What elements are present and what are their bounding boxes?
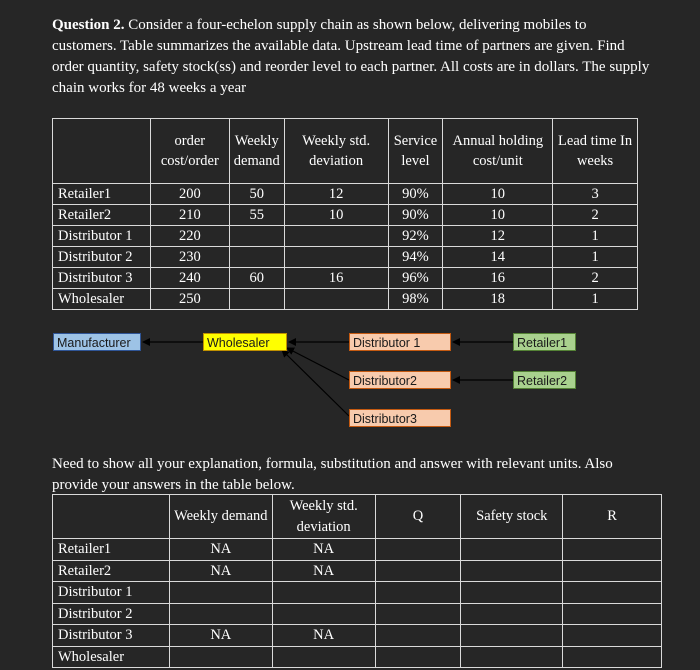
table-cell: NA <box>169 625 272 647</box>
table-cell <box>272 582 375 604</box>
node-wholesaler: Wholesaler <box>203 333 287 351</box>
node-distributor-1: Distributor 1 <box>349 333 451 351</box>
table-cell <box>375 539 461 561</box>
data-table-header: order cost/order <box>150 119 229 184</box>
table-cell: 16 <box>443 268 553 289</box>
table-cell <box>563 603 662 625</box>
table-cell: Distributor 1 <box>53 582 170 604</box>
table-cell: 50 <box>229 184 284 205</box>
table-cell: 55 <box>229 205 284 226</box>
question-body: Consider a four-echelon supply chain as shown below, delivering mobiles to customers. Table summarizes the available data. Upstream lead time of partners are given. Find order quantity, safety stock(ss) and reorder level to each partner. All costs are in dollars. The supply chain works for 48 weeks a year <box>52 17 650 96</box>
table-cell <box>461 603 563 625</box>
node-retailer-2: Retailer2 <box>513 371 576 389</box>
table-cell: NA <box>272 560 375 582</box>
table-cell <box>563 539 662 561</box>
table-cell: 10 <box>443 184 553 205</box>
table-row <box>53 646 662 668</box>
table-row <box>53 582 662 604</box>
table-cell <box>169 646 272 668</box>
table-cell <box>461 539 563 561</box>
table-cell: Retailer1 <box>53 184 151 205</box>
table-cell <box>375 582 461 604</box>
question-number: Question 2. <box>52 17 125 33</box>
answer-table-header: Weekly demand <box>169 495 272 539</box>
table-row <box>53 560 662 582</box>
node-distributor-3: Distributor3 <box>349 409 451 427</box>
table-cell: Retailer1 <box>53 539 170 561</box>
table-cell: Distributor 2 <box>53 247 151 268</box>
answer-table-header: Safety stock <box>461 495 563 539</box>
table-cell: 210 <box>150 205 229 226</box>
table-cell: Wholesaler <box>53 646 170 668</box>
table-cell: 10 <box>443 205 553 226</box>
table-cell: 220 <box>150 226 229 247</box>
table-cell: Wholesaler <box>53 289 151 310</box>
node-manufacturer: Manufacturer <box>53 333 141 351</box>
table-cell <box>461 646 563 668</box>
data-table-header: Annual holding cost/unit <box>443 119 553 184</box>
table-cell: 3 <box>553 184 638 205</box>
table-cell <box>375 560 461 582</box>
answer-table <box>52 494 662 668</box>
table-cell <box>563 560 662 582</box>
arrow-distributor3-to-wholesaler <box>282 350 349 416</box>
answer-table-header: Q <box>375 495 461 539</box>
table-cell <box>169 582 272 604</box>
table-cell <box>375 603 461 625</box>
table-cell: 96% <box>388 268 443 289</box>
data-table-header: Weekly std. deviation <box>284 119 388 184</box>
data-table-header: Weekly demand <box>229 119 284 184</box>
table-cell: 1 <box>553 289 638 310</box>
table-cell <box>461 625 563 647</box>
table-cell: 10 <box>284 205 388 226</box>
table-row <box>53 625 662 647</box>
table-cell <box>563 625 662 647</box>
answer-table-header-row <box>53 495 662 539</box>
table-cell: 16 <box>284 268 388 289</box>
table-cell <box>563 582 662 604</box>
table-cell: 2 <box>553 205 638 226</box>
table-cell: 60 <box>229 268 284 289</box>
answer-table-header: R <box>563 495 662 539</box>
table-cell: 94% <box>388 247 443 268</box>
table-cell <box>461 560 563 582</box>
table-cell: 250 <box>150 289 229 310</box>
table-cell: 1 <box>553 226 638 247</box>
table-cell: Retailer2 <box>53 560 170 582</box>
table-cell: NA <box>272 539 375 561</box>
table-cell: NA <box>169 539 272 561</box>
table-cell: 90% <box>388 184 443 205</box>
table-cell: 12 <box>443 226 553 247</box>
table-cell: 1 <box>553 247 638 268</box>
instruction-text: Need to show all your explanation, formula, substitution and answer with relevant units. Also provide your answers in the table below. <box>52 456 613 493</box>
answer-table-header: Weekly std. deviation <box>272 495 375 539</box>
table-cell <box>461 582 563 604</box>
table-cell <box>272 646 375 668</box>
table-cell: 200 <box>150 184 229 205</box>
table-cell: 90% <box>388 205 443 226</box>
node-retailer-1: Retailer1 <box>513 333 576 351</box>
table-cell: NA <box>272 625 375 647</box>
table-cell <box>169 603 272 625</box>
table-cell: NA <box>169 560 272 582</box>
table-cell: 12 <box>284 184 388 205</box>
node-distributor-2: Distributor2 <box>349 371 451 389</box>
table-cell: 98% <box>388 289 443 310</box>
table-row <box>53 539 662 561</box>
data-table-header: Service level <box>388 119 443 184</box>
table-cell <box>375 625 461 647</box>
table-cell: Distributor 2 <box>53 603 170 625</box>
answer-table-header <box>53 495 170 539</box>
table-cell: Distributor 3 <box>53 268 151 289</box>
table-cell: 92% <box>388 226 443 247</box>
table-cell <box>272 603 375 625</box>
table-cell: Distributor 1 <box>53 226 151 247</box>
table-cell: Retailer2 <box>53 205 151 226</box>
data-table-header: Lead time In weeks <box>553 119 638 184</box>
table-cell <box>375 646 461 668</box>
table-cell: 240 <box>150 268 229 289</box>
table-cell: 18 <box>443 289 553 310</box>
table-cell: 14 <box>443 247 553 268</box>
table-cell: Distributor 3 <box>53 625 170 647</box>
table-cell <box>563 646 662 668</box>
table-row <box>53 603 662 625</box>
table-cell: 2 <box>553 268 638 289</box>
table-cell: 230 <box>150 247 229 268</box>
